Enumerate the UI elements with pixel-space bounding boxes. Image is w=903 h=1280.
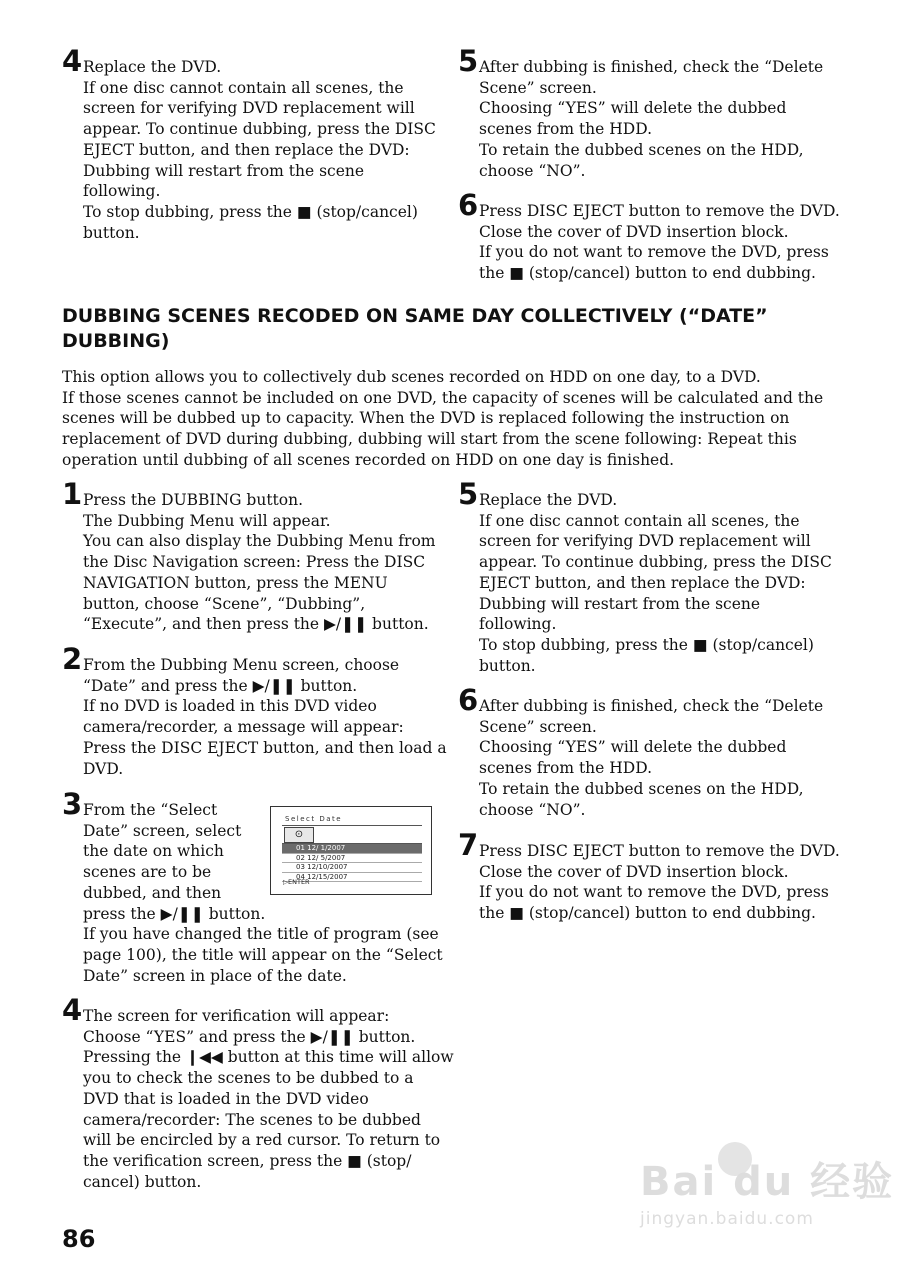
date-row[interactable]: 01 12/ 1/2007 [282, 844, 422, 854]
step-number: 7 [458, 828, 479, 862]
step-text: From the “Select Date” screen, select the date on which scenes are to be dubbed, and then press the ▶/❚❚ button. If you have changed the title of program (see page 100), the title will appear on the “Select Date” screen in place of the date. [83, 801, 443, 985]
date-list [282, 843, 422, 882]
date-row[interactable]: 03 12/10/2007 [282, 863, 422, 873]
watermark-url: jingyan.baidu.com [640, 1209, 814, 1229]
intro-paragraph: This option allows you to collectively dub scenes recorded on HDD on one day, to a DVD. If those scenes cannot be included on one DVD, the capacity of scenes will be calculated and the scenes will be dubbed up to capacity. When the DVD is replaced following the instruction on replacement of DVD during dubbing, dubbing will start from the scene following: Repeat this operation until dubbing of all scenes recorded on HDD on one day is finished. [62, 368, 824, 469]
step-4 [62, 993, 454, 1192]
step-1 [62, 477, 436, 635]
watermark [640, 1150, 894, 1229]
step-text: After dubbing is finished, check the “Delete Scene” screen. Choosing “YES” will delete the dubbed scenes from the HDD. To retain the dubbed scenes on the HDD, choose “NO”. [479, 58, 824, 180]
date-row[interactable]: 04 12/15/2007 [282, 873, 422, 883]
step-number: 2 [62, 642, 83, 676]
step-top-5 [458, 44, 824, 181]
step-number: 3 [62, 787, 83, 821]
step-text: The screen for verification will appear: Choose “YES” and press the ▶/❚❚ button. Pressing the ❙◀◀ button at this time will allow you to check the scenes to be dubbed to a DVD that is loaded in the DVD video camera/recorder: The scenes to be dubbed will be encircled by a red cursor. To return to the verification screen, press the ■ (stop/ cancel) button. [83, 1007, 454, 1191]
enter-hint: ▷ENTER [283, 878, 310, 886]
step-number: 4 [62, 44, 83, 78]
step-text: After dubbing is finished, check the “Delete Scene” screen. Choosing “YES” will delete the dubbed scenes from the HDD. To retain the dubbed scenes on the HDD, choose “NO”. [479, 697, 824, 819]
step-5 [458, 477, 832, 676]
step-number: 1 [62, 477, 83, 511]
step-number: 6 [458, 683, 479, 717]
step-text: Press DISC EJECT button to remove the DVD. Close the cover of DVD insertion block. If you do not want to remove the DVD, press the ■ (stop/cancel) button to end dubbing. [479, 202, 840, 283]
screen-divider [282, 825, 422, 826]
step-top-4 [62, 44, 436, 243]
step-text: Press DISC EJECT button to remove the DVD. Close the cover of DVD insertion block. If you do not want to remove the DVD, press the ■ (stop/cancel) button to end dubbing. [479, 842, 840, 923]
step-number: 6 [458, 188, 479, 222]
step-number: 4 [62, 993, 83, 1027]
step-text: Press the DUBBING button. The Dubbing Menu will appear. You can also display the Dubbing Menu from the Disc Navigation screen: Press the DISC NAVIGATION button, press the MENU button, choose “Scene”, “Dubbing”, “Execute”, and then press the ▶/❚❚ button. [83, 491, 436, 634]
section-heading: DUBBING SCENES RECODED ON SAME DAY COLLECTIVELY (“DATE” DUBBING) [62, 305, 768, 352]
step-number: 5 [458, 477, 479, 511]
step-7 [458, 828, 840, 924]
select-date-screen [270, 806, 432, 895]
step-2 [62, 642, 447, 779]
step-text: Replace the DVD. If one disc cannot contain all scenes, the screen for verifying DVD replacement will appear. To continue dubbing, press the DISC EJECT button, and then replace the DVD: Dubbing will restart from the scene following. To stop dubbing, press the ■ (stop/cancel) button. [479, 491, 832, 675]
step-top-6 [458, 188, 840, 284]
step-text: Replace the DVD. If one disc cannot contain all scenes, the screen for verifying DVD replacement will appear. To continue dubbing, press the DISC EJECT button, and then replace the DVD: Dubbing will restart from the scene following. To stop dubbing, press the ■ (stop/cancel) button. [83, 58, 436, 242]
step-text: From the Dubbing Menu screen, choose “Date” and press the ▶/❚❚ button. If no DVD is loaded in this DVD video camera/recorder, a message will appear: Press the DISC EJECT button, and then load a DVD. [83, 656, 447, 778]
page-number: 86 [62, 1225, 96, 1253]
step-number: 5 [458, 44, 479, 78]
watermark-brand: Bai du 经验 [640, 1159, 895, 1205]
date-row[interactable]: 02 12/ 5/2007 [282, 854, 422, 864]
step-6 [458, 683, 824, 820]
dvd-icon: ⊙ [284, 827, 314, 843]
screen-title: Select Date [285, 815, 343, 823]
